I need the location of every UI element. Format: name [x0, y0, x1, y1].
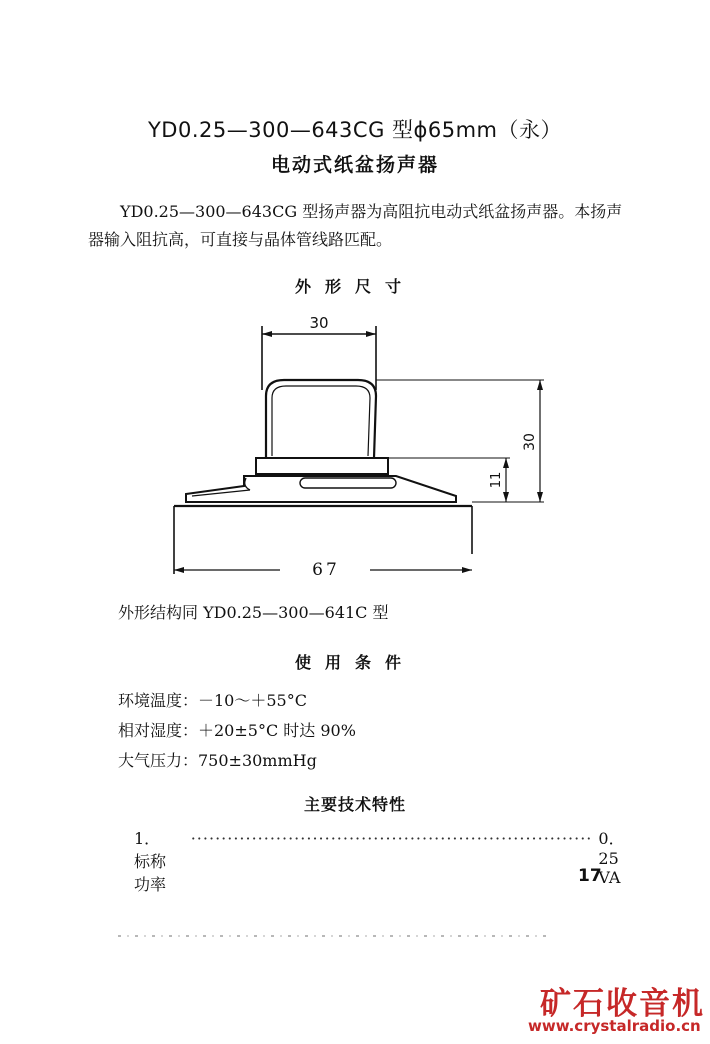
document-title-name: 电动式纸盆扬声器 [270, 154, 439, 176]
dim-label-base-width: 67 [312, 560, 340, 580]
dim-label-total-height: 30 [522, 433, 538, 451]
dim-label-lower-height: 11 [489, 471, 504, 489]
structure-note: 外形结构同 YD0.25—300—641C 型 [118, 603, 389, 622]
watermark-brand: 矿石收音机 [540, 986, 705, 1022]
spec-row [134, 826, 630, 895]
watermark-url: www.crystalradio.cn [528, 1017, 701, 1035]
condition-temperature: 环境温度：－10～＋55°C [118, 691, 307, 710]
scan-noise-divider [118, 935, 548, 937]
magnet-cup-inner [272, 386, 370, 456]
dimensions-heading: 外形尺寸 [294, 277, 415, 296]
dim-label-top-width: 30 [309, 314, 329, 332]
condition-humidity: 相对湿度：＋20±5°C 时达 90% [118, 721, 356, 740]
speaker-frame [186, 476, 456, 502]
dimension-drawing [150, 300, 570, 590]
page-number: 17 [578, 866, 602, 886]
conditions-heading: 使用条件 [294, 653, 415, 672]
frame-slot-right [300, 478, 396, 488]
specs-heading: 主要技术特性 [303, 795, 406, 814]
condition-pressure: 大气压力：750±30mmHg [118, 751, 317, 770]
document-title-model: YD0.25—300—643CG 型ϕ65mm（永） [147, 118, 563, 142]
spec-value: 0．25 VA [598, 829, 625, 887]
yoke-plate [256, 458, 388, 474]
spec-leader-dots: ·································································· [190, 829, 593, 848]
magnet-cup [266, 380, 376, 458]
intro-paragraph: YD0.25—300—643CG 型扬声器为高阻抗电动式纸盆扬声器。本扬声器输入阻抗高，可直接与晶体管线路匹配。 [88, 202, 623, 249]
spec-label: 1．标称功率 [134, 829, 167, 894]
